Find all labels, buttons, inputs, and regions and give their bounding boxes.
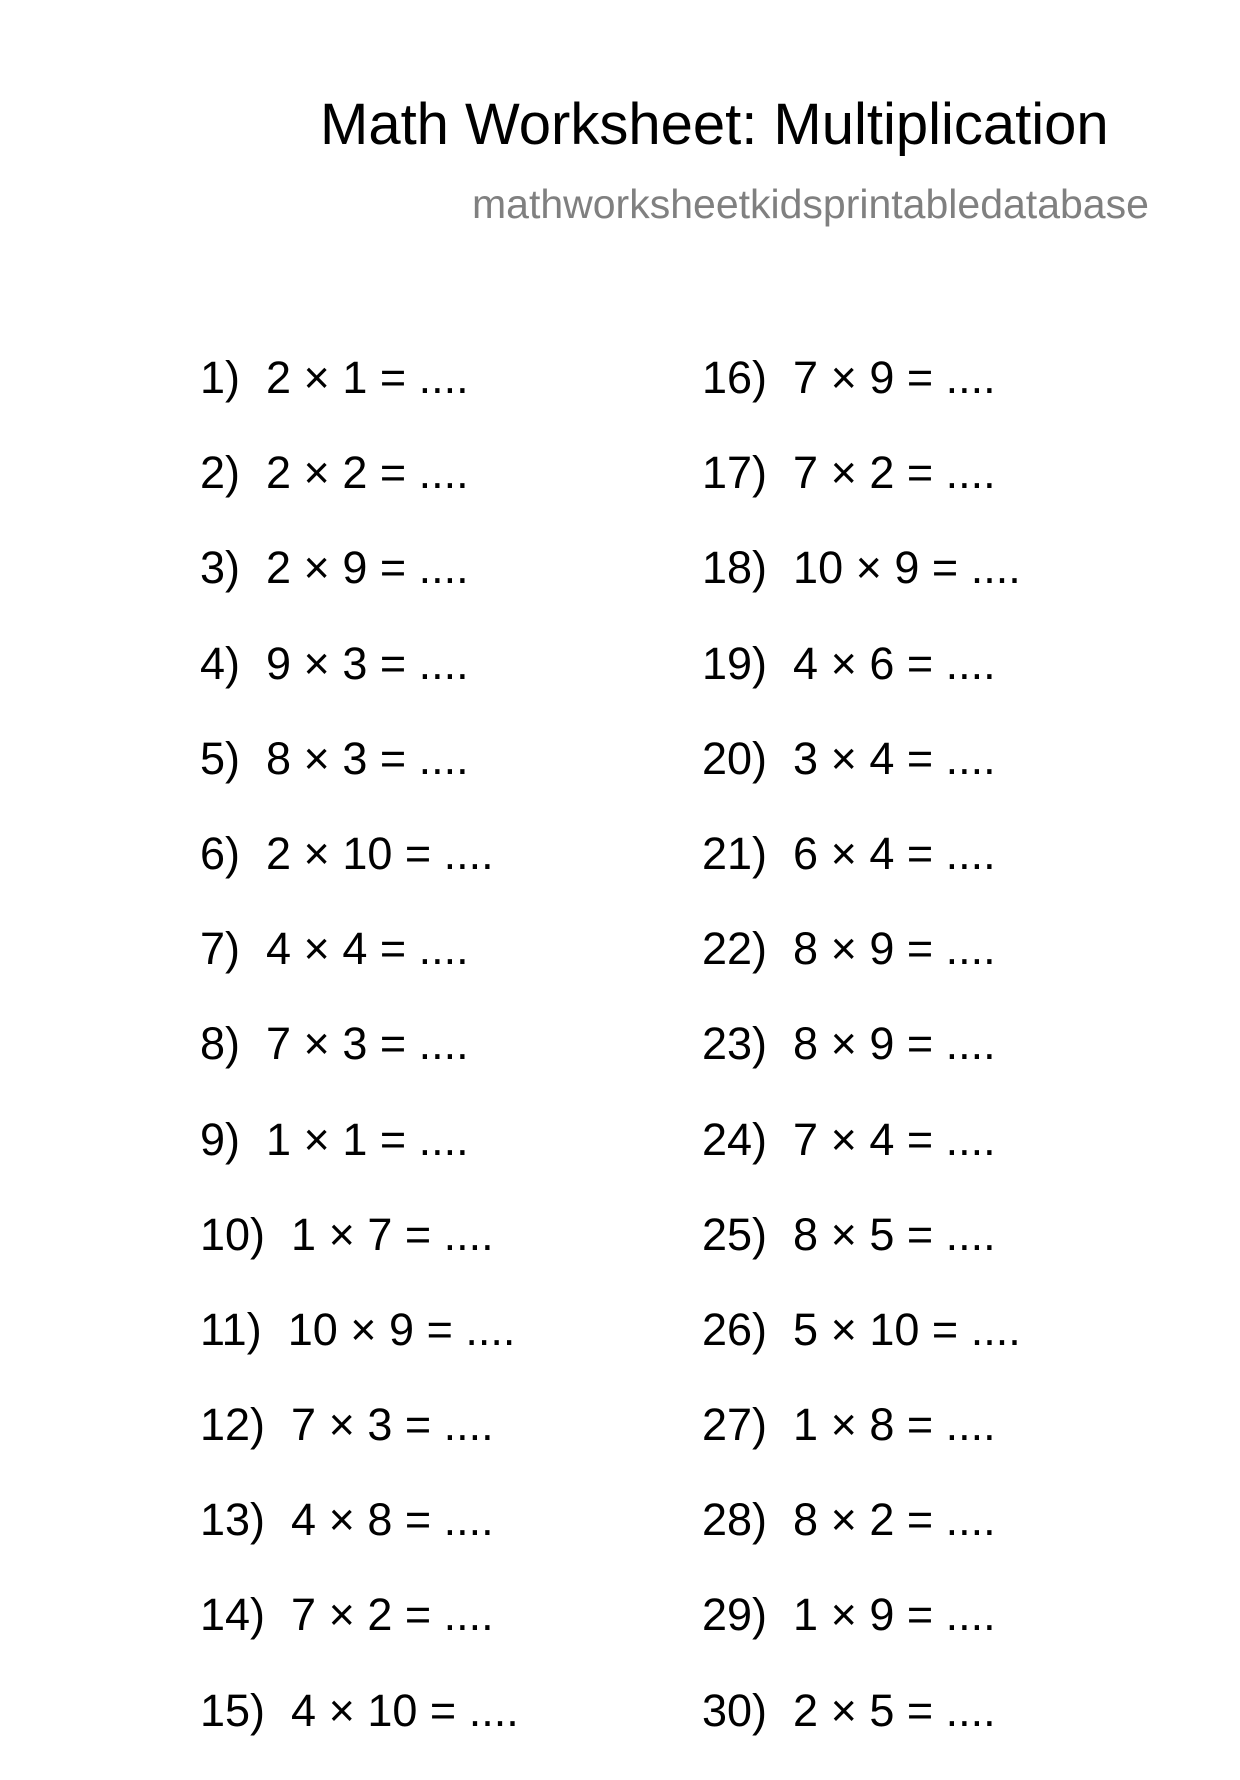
problem-number: 28) [702, 1494, 768, 1546]
problem-number: 16) [702, 352, 768, 403]
problem-item [702, 1018, 1021, 1113]
problem-item [702, 1304, 1021, 1399]
problem-number: 6) [200, 827, 241, 879]
problem-number: 22) [702, 923, 768, 975]
problem-expression: 7 × 3 = .... [291, 1399, 494, 1451]
problem-number: 26) [702, 1303, 768, 1355]
problem-item [702, 352, 1021, 447]
problem-item [200, 1209, 519, 1304]
problem-number: 3) [200, 542, 241, 594]
problem-number: 7) [200, 923, 241, 975]
problem-item [200, 1114, 519, 1209]
problem-expression: 7 × 2 = .... [291, 1589, 494, 1641]
problem-item [200, 352, 519, 447]
problem-item [702, 923, 1021, 1018]
problem-number: 19) [702, 637, 768, 689]
problem-expression: 2 × 1 = .... [266, 352, 469, 403]
problem-number: 5) [200, 732, 241, 784]
problem-number: 21) [702, 827, 768, 879]
problem-number: 29) [702, 1589, 768, 1641]
problem-item [200, 638, 519, 733]
problem-expression: 6 × 4 = .... [793, 827, 996, 879]
problem-number: 25) [702, 1208, 768, 1260]
problem-item [200, 733, 519, 828]
problem-number: 27) [702, 1399, 768, 1451]
problem-expression: 8 × 5 = .... [793, 1208, 996, 1260]
problem-expression: 7 × 2 = .... [793, 447, 996, 499]
problem-number: 8) [200, 1018, 241, 1070]
problem-expression: 8 × 9 = .... [793, 923, 996, 975]
problem-number: 17) [702, 447, 768, 499]
problem-expression: 8 × 9 = .... [793, 1018, 996, 1070]
problem-number: 9) [200, 1113, 241, 1165]
problem-item [200, 1018, 519, 1113]
problem-item [702, 638, 1021, 733]
problem-item [200, 1685, 519, 1780]
problem-item [702, 447, 1021, 542]
problem-item [702, 1209, 1021, 1304]
problem-expression: 1 × 7 = .... [291, 1208, 494, 1260]
problem-expression: 1 × 1 = .... [266, 1113, 469, 1165]
problem-item [702, 1399, 1021, 1494]
problem-number: 4) [200, 637, 241, 689]
worksheet-subtitle: mathworksheetkidsprintabledatabase [472, 181, 1149, 227]
problem-item [702, 1494, 1021, 1589]
problem-number: 13) [200, 1494, 266, 1546]
problem-number: 24) [702, 1113, 768, 1165]
problem-item [702, 733, 1021, 828]
problem-expression: 5 × 10 = .... [793, 1303, 1021, 1355]
problem-number: 11) [200, 1303, 262, 1355]
problem-item [200, 1494, 519, 1589]
problem-number: 10) [200, 1208, 266, 1260]
problem-expression: 8 × 3 = .... [266, 732, 469, 784]
problem-item [200, 542, 519, 637]
problem-item [200, 1304, 519, 1399]
problem-number: 1) [200, 352, 241, 403]
problem-expression: 3 × 4 = .... [793, 732, 996, 784]
problem-item [200, 447, 519, 542]
problem-item [200, 1589, 519, 1684]
worksheet-title: Math Worksheet: Multiplication [320, 92, 1109, 157]
problem-expression: 9 × 3 = .... [266, 637, 469, 689]
problem-item [702, 542, 1021, 637]
problem-item [200, 1399, 519, 1494]
problem-expression: 1 × 9 = .... [793, 1589, 996, 1641]
problem-expression: 4 × 8 = .... [291, 1494, 494, 1546]
problem-number: 18) [702, 542, 768, 594]
problem-expression: 7 × 9 = .... [793, 352, 996, 403]
problem-expression: 2 × 5 = .... [793, 1684, 996, 1736]
problem-expression: 8 × 2 = .... [793, 1494, 996, 1546]
problem-expression: 4 × 4 = .... [266, 923, 469, 975]
problem-expression: 1 × 8 = .... [793, 1399, 996, 1451]
problem-number: 20) [702, 732, 768, 784]
problem-number: 23) [702, 1018, 768, 1070]
problem-expression: 2 × 10 = .... [266, 827, 494, 879]
problem-number: 15) [200, 1684, 266, 1736]
problem-list-right [702, 352, 1021, 1780]
problem-list-left [200, 352, 519, 1780]
problem-expression: 7 × 4 = .... [793, 1113, 996, 1165]
problem-expression: 10 × 9 = .... [287, 1303, 516, 1355]
problem-item [200, 828, 519, 923]
problem-expression: 4 × 6 = .... [793, 637, 996, 689]
problem-number: 30) [702, 1684, 768, 1736]
problem-number: 12) [200, 1399, 266, 1451]
problem-expression: 2 × 9 = .... [266, 542, 469, 594]
problem-item [702, 1685, 1021, 1780]
problem-expression: 2 × 2 = .... [266, 447, 469, 499]
problem-number: 14) [200, 1589, 266, 1641]
problem-number: 2) [200, 447, 241, 499]
problem-item [702, 1114, 1021, 1209]
problem-item [200, 923, 519, 1018]
problem-item [702, 828, 1021, 923]
problem-expression: 4 × 10 = .... [291, 1684, 519, 1736]
problem-expression: 7 × 3 = .... [266, 1018, 469, 1070]
problem-item [702, 1589, 1021, 1684]
problem-expression: 10 × 9 = .... [793, 542, 1021, 594]
